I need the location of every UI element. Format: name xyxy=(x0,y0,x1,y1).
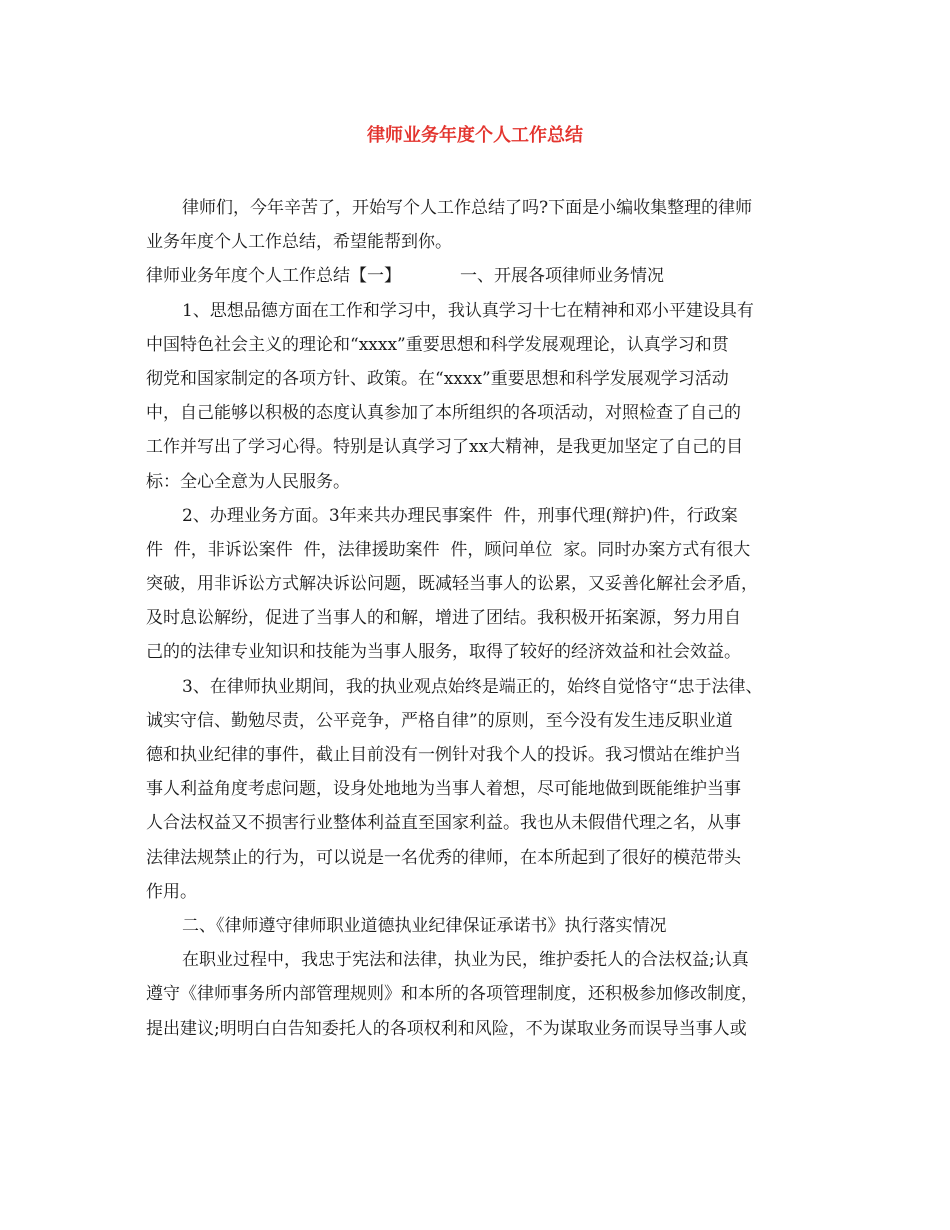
paragraph-line: 作用。 xyxy=(146,881,197,902)
paragraph-line: 诚实守信、勤勉尽责，公平竞争，严格自律”的原则，至今没有发生违反职业道 xyxy=(146,710,733,731)
paragraph-line: 事人利益角度考虑问题，设身处地地为当事人着想，尽可能地做到既能维护当事 xyxy=(146,779,741,800)
paragraph-line: 3、在律师执业期间，我的执业观点始终是端正的，始终自觉恪守“忠于法律、 xyxy=(182,676,763,697)
paragraph-line: 人合法权益又不损害行业整体利益直至国家利益。我也从未假借代理之名，从事 xyxy=(146,813,741,834)
paragraph-line: 突破，用非诉讼方式解决诉讼问题，既减轻当事人的讼累，又妥善化解社会矛盾， xyxy=(146,574,758,595)
paragraph-line: 中国特色社会主义的理论和“xxxx”重要思想和科学发展观理论，认真学习和贯 xyxy=(146,334,729,355)
section-heading-line xyxy=(146,259,816,293)
section-heading: 律师业务年度个人工作总结【一】 xyxy=(146,266,401,287)
paragraph-line: 遵守《律师事务所内部管理规则》和本所的各项管理制度，还积极参加修改制度， xyxy=(146,984,758,1005)
paragraph-line: 件 件，非诉讼案件 件，法律援助案件 件，顾问单位 家。同时办案方式有很大 xyxy=(146,539,751,560)
paragraph-line: 彻党和国家制定的各项方针、政策。在“xxxx”重要思想和科学发展观学习活动 xyxy=(146,368,729,389)
paragraph-line: 在职业过程中，我忠于宪法和法律，执业为民，维护委托人的合法权益;认真 xyxy=(182,950,749,971)
paragraph-line: 提出建议;明明白白告知委托人的各项权利和风险，不为谋取业务而误导当事人或 xyxy=(146,1018,747,1039)
document-body xyxy=(146,191,816,1046)
paragraph-line: 标：全心全意为人民服务。 xyxy=(146,471,350,492)
document-title: 律师业务年度个人工作总结 xyxy=(367,125,583,146)
section-heading: 二、《律师遵守律师职业道德执业纪律保证承诺书》执行落实情况 xyxy=(182,915,667,936)
subsection-heading: 一、开展各项律师业务情况 xyxy=(460,266,664,287)
paragraph-line: 律师们，今年辛苦了，开始写个人工作总结了吗?下面是小编收集整理的律师 xyxy=(182,198,753,218)
paragraph-line: 中，自己能够以积极的态度认真参加了本所组织的各项活动，对照检查了自己的 xyxy=(146,403,741,424)
paragraph-line: 德和执业纪律的事件，截止目前没有一例针对我个人的投诉。我习惯站在维护当 xyxy=(146,745,741,765)
paragraph-line: 业务年度个人工作总结，希望能帮到你。 xyxy=(146,232,452,253)
paragraph-line: 及时息讼解纷，促进了当事人的和解，增进了团结。我积极开拓案源，努力用自 xyxy=(146,608,741,629)
paragraph-line: 1、思想品德方面在工作和学习中，我认真学习十七在精神和邓小平建设具有 xyxy=(182,300,754,321)
paragraph-line: 己的的法律专业知识和技能为当事人服务，取得了较好的经济效益和社会效益。 xyxy=(146,642,741,663)
paragraph-line: 法律法规禁止的行为，可以说是一名优秀的律师，在本所起到了很好的模范带头 xyxy=(146,847,741,868)
paragraph-line: 2、办理业务方面。3年来共办理民事案件 件，刑事代理(辩护)件，行政案 xyxy=(182,505,738,526)
paragraph-line: 工作并写出了学习心得。特别是认真学习了xx大精神，是我更加坚定了自己的目 xyxy=(146,437,744,458)
